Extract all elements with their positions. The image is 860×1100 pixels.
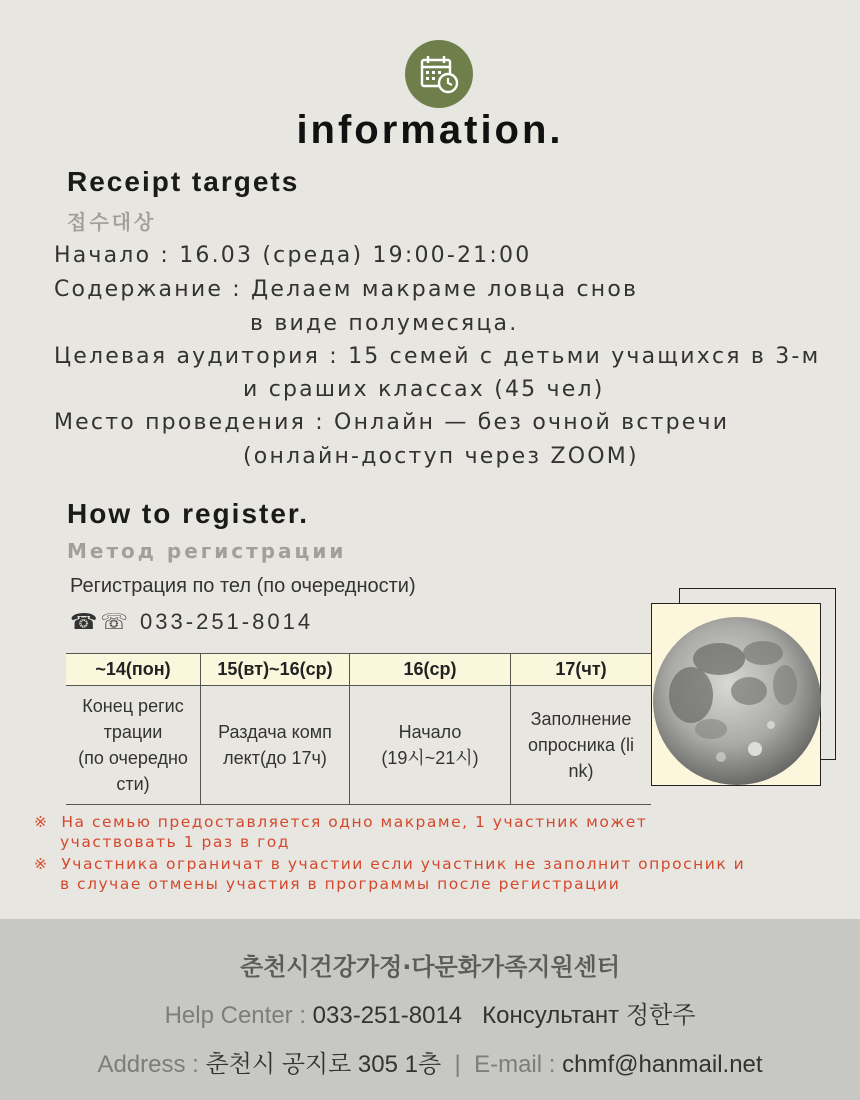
note-item: ※ Участника ограничат в участии если участник не заполнит опросник и [34, 855, 746, 873]
schedule-header-cell: 17(чт) [511, 654, 652, 686]
schedule-header-cell: 16(ср) [350, 654, 511, 686]
receipt-section-title: Receipt targets [67, 166, 300, 197]
full-moon-image [651, 617, 823, 785]
register-phone: 033-251-8014 [140, 609, 314, 634]
info-place: Место проведения : Онлайн — без очной встречи [54, 410, 730, 435]
note-item: ※ На семью предоставляется одно макраме, 1 участник может [34, 813, 648, 831]
info-content: Содержание : Делаем макраме ловца снов [54, 277, 639, 302]
schedule-header-cell: ~14(пон) [66, 654, 201, 686]
info-content-cont: в виде полумесяца. [250, 311, 519, 336]
help-phone[interactable]: 033-251-8014 [312, 1002, 463, 1029]
calendar-icon-badge [405, 40, 473, 108]
consultant: Консультант 정한주 [482, 1002, 696, 1029]
register-method: Регистрация по тел (по очередности) [70, 575, 416, 597]
page-title: information. [296, 108, 564, 152]
schedule-body-row [66, 686, 651, 805]
help-center-line: Help Center : 033-251-8014 Консультант 정한주 [164, 1002, 696, 1029]
info-audience: Целевая аудитория : 15 семей с детьми учащихся в 3-м [54, 344, 821, 369]
receipt-section-subtitle: 접수대상 [67, 210, 157, 234]
register-section-subtitle: Метод регистрации [67, 539, 347, 563]
address: 춘천시 공지로 305 1층 [205, 1051, 442, 1078]
calendar-clock-icon [417, 52, 461, 96]
center-name: 춘천시건강가정·다문화가족지원센터 [239, 953, 621, 981]
note-item-cont: участвовать 1 раз в год [60, 833, 290, 851]
schedule-cell-survey: Заполнение опросника (li nk) [511, 686, 652, 805]
phone-icon: ☎☏ [70, 609, 131, 634]
schedule-header-cell: 15(вт)~16(ср) [201, 654, 350, 686]
info-audience-cont: и сраших классах (45 чел) [243, 377, 605, 402]
info-start-time: Начало : 16.03 (среда) 19:00-21:00 [54, 243, 532, 268]
schedule-cell-start: Начало (19시~21시) [350, 686, 511, 805]
email-link[interactable]: chmf@hanmail.net [562, 1051, 763, 1078]
schedule-header-row [66, 654, 651, 686]
schedule-table [66, 653, 651, 805]
register-phone-row [70, 609, 313, 635]
schedule-cell-kit-distribution: Раздача комп лект(до 17ч) [201, 686, 350, 805]
note-item-cont: в случае отмены участия в программы после регистрации [60, 875, 621, 893]
info-place-cont: (онлайн-доступ через ZOOM) [243, 444, 639, 469]
footer [0, 919, 860, 1100]
register-section-title: How to register. [67, 498, 310, 529]
separator: | [454, 1051, 461, 1078]
schedule-cell-registration-end: Конец регис трации (по очередно сти) [66, 686, 201, 805]
address-line: Address : 춘천시 공지로 305 1층 | E-mail : chmf@hanmail.net [97, 1051, 763, 1078]
